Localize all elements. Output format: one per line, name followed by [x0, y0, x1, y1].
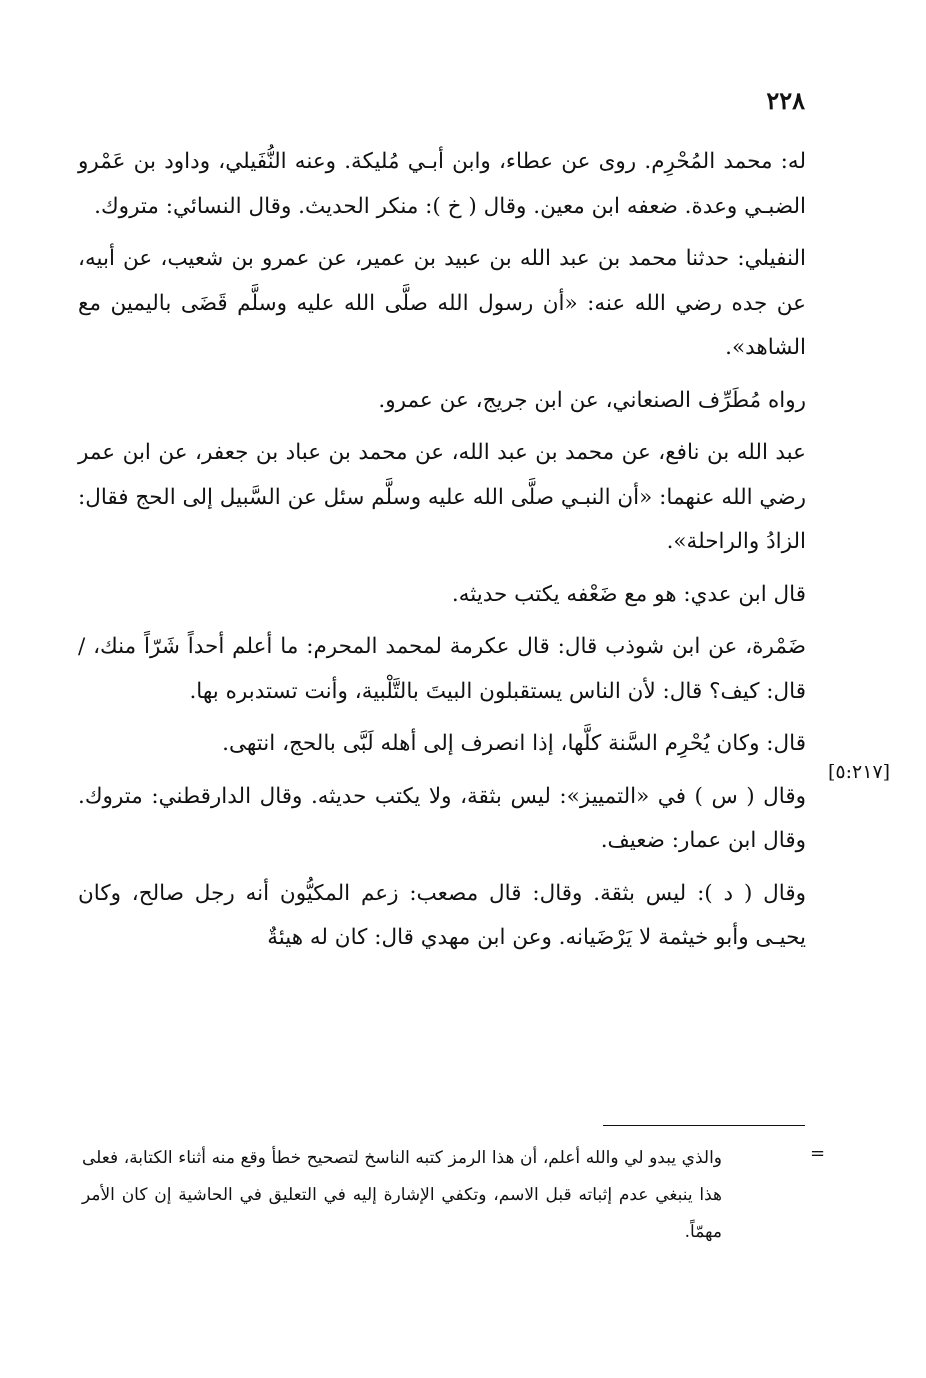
paragraph-ibn-nafi-hadith: عبد الله بن نافع، عن محمد بن عبد الله، عن محمد بن عباد بن جعفر، عن ابن عمر رضي الله عنهما: «أن النبـي صلَّى الله عليه وسلَّم سئل عن السَّبيل إلى الحج فقال: الزادُ والراحلة».	[78, 440, 806, 554]
paragraph-tamyiz-assessment: وقال ( س ) في «التمييز»: ليس بثقة، ولا يكتب حديثه. وقال الدارقطني: متروك. وقال ابن عمار: ضعيف.	[78, 783, 806, 853]
paragraph-narrator-intro: له: محمد المُحْرِم. روى عن عطاء، وابن أبـي مُليكة. وعنه النُّفَيلي، وداود بن عَمْرو الضبـي وعدة. ضعفه ابن معين. وقال ( خ ): منكر الحديث. وقال النسائي: متروك.	[78, 149, 806, 219]
paragraph-ibn-adi: قال ابن عدي: هو مع ضَعْفه يكتب حديثه.	[451, 581, 806, 607]
page-number: ٢٢٨	[766, 86, 805, 115]
main-text	[78, 140, 806, 969]
footnote-text: والذي يبدو لي والله أعلم، أن هذا الرمز كتبه الناسخ لتصحيح خطأ وقع منه أثناء الكتابة، فعلى هذا ينبغي عدم إثباته قبل الاسم، وتكفي الإشارة إليه في التعليق في الحاشية إن كان الأمر مهمّاً.	[82, 1148, 722, 1242]
paragraph-damra-report: ضَمْرة، عن ابن شوذب قال: قال عكرمة لمحمد المحرم: ما أعلم أحداً شَرّاً منك، / قال: كيف؟ قال: لأن الناس يستقبلون البيتَ بالتَّلْبية، وأنت تستدبره بها.	[78, 634, 806, 704]
footnote-divider	[603, 1125, 805, 1126]
paragraph-mutarrif-narration: رواه مُطَرِّف الصنعاني، عن ابن جريج، عن عمرو.	[378, 387, 806, 413]
margin-reference: [٥:٢١٧]	[828, 761, 891, 783]
paragraph-nufayli-hadith: النفيلي: حدثنا محمد بن عبد الله بن عبيد بن عمير، عن عمرو بن شعيب، عن أبيه، عن جده رضي الله عنه: «أن رسول الله صلَّى الله عليه وسلَّم قَضَى باليمين مع الشاهد».	[78, 246, 806, 360]
footnote-continuation-mark: =	[810, 1143, 826, 1164]
paragraph-ihram-note: قال: وكان يُحْرِم السَّنة كلَّها، إذا انصرف إلى أهله لَبَّى بالحج، انتهى.	[222, 731, 806, 756]
paragraph-abu-dawud-assessment: وقال ( د ): ليس بثقة. وقال: قال مصعب: زعم المكيُّون أنه رجل صالح، وكان يحيـى وأبو خيثمة لا يَرْضَيانه. وعن ابن مهدي قال: كان له هيئةٌ	[78, 880, 806, 950]
